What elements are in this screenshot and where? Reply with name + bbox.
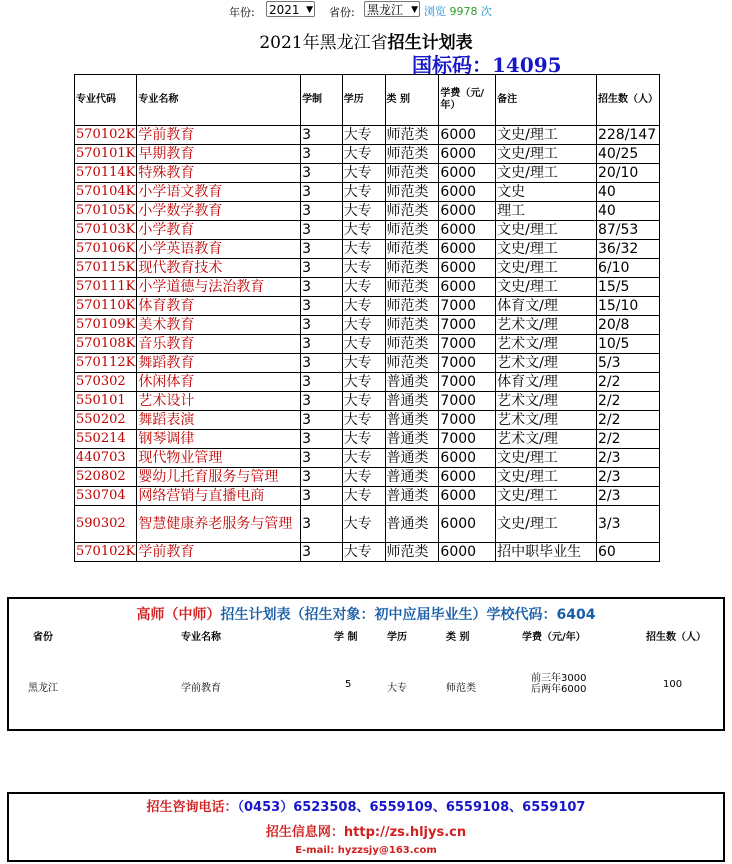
cell-fee: 6000 — [439, 468, 496, 487]
cell-years: 3 — [301, 543, 343, 562]
cell-count: 20/10 — [596, 164, 659, 183]
cell-fee: 6000 — [439, 543, 496, 562]
cell-years: 3 — [301, 392, 343, 411]
table-row — [75, 487, 660, 506]
cell-category: 普通类 — [385, 449, 439, 468]
column-header: 学费（元/年） — [439, 75, 496, 126]
middle-years: 5 — [345, 679, 352, 690]
cell-level: 大专 — [342, 221, 385, 240]
cell-count: 2/2 — [596, 430, 659, 449]
middle-header-province: 省份 — [33, 632, 53, 643]
cell-years: 3 — [301, 354, 343, 373]
cell-category: 师范类 — [385, 354, 439, 373]
middle-fee-line1: 前三年3000 — [531, 673, 587, 684]
middle-header-fee: 学费（元/年） — [522, 632, 586, 643]
cell-major: 婴幼儿托育服务与管理 — [137, 468, 301, 487]
views-count: 9978 — [449, 5, 478, 18]
table-row — [75, 354, 660, 373]
cell-count: 2/3 — [596, 487, 659, 506]
cell-level: 大专 — [342, 259, 385, 278]
cell-fee: 6000 — [439, 278, 496, 297]
middle-fee-line2: 后两年6000 — [531, 684, 587, 695]
cell-major: 学前教育 — [137, 126, 301, 145]
cell-years: 3 — [301, 259, 343, 278]
table-row — [75, 202, 660, 221]
cell-code: 530704 — [75, 487, 137, 506]
cell-fee: 7000 — [439, 430, 496, 449]
cell-category: 普通类 — [385, 468, 439, 487]
cell-note: 文史/理工 — [496, 278, 597, 297]
cell-count: 10/5 — [596, 335, 659, 354]
table-row — [75, 183, 660, 202]
table-row — [75, 373, 660, 392]
cell-category: 师范类 — [385, 126, 439, 145]
cell-major: 智慧健康养老服务与管理 — [137, 506, 301, 543]
cell-note: 理工 — [496, 202, 597, 221]
cell-major: 音乐教育 — [137, 335, 301, 354]
cell-code: 570101K — [75, 145, 137, 164]
cell-major: 艺术设计 — [137, 392, 301, 411]
cell-years: 3 — [301, 183, 343, 202]
cell-code: 520802 — [75, 468, 137, 487]
cell-fee: 7000 — [439, 392, 496, 411]
cell-note: 文史/理工 — [496, 164, 597, 183]
cell-count: 6/10 — [596, 259, 659, 278]
cell-years: 3 — [301, 449, 343, 468]
cell-category: 普通类 — [385, 392, 439, 411]
cell-code: 570115K — [75, 259, 137, 278]
cell-major: 舞蹈表演 — [137, 411, 301, 430]
cell-note: 体育文/理 — [496, 373, 597, 392]
cell-major: 小学英语教育 — [137, 240, 301, 259]
cell-category: 普通类 — [385, 487, 439, 506]
table-row — [75, 506, 660, 543]
column-header: 备注 — [496, 75, 597, 126]
cell-category: 师范类 — [385, 259, 439, 278]
website-label: 招生信息网： — [265, 825, 344, 840]
cell-note: 艺术文/理 — [496, 335, 597, 354]
cell-level: 大专 — [342, 411, 385, 430]
views-label: 浏览 — [424, 5, 446, 18]
cell-count: 2/3 — [596, 449, 659, 468]
cell-code: 570105K — [75, 202, 137, 221]
filter-bar — [0, 0, 732, 20]
column-header: 专业名称 — [137, 75, 301, 126]
phone-label: 招生咨询电话： — [146, 800, 238, 815]
cell-count: 60 — [596, 543, 659, 562]
cell-level: 大专 — [342, 278, 385, 297]
cell-note: 艺术文/理 — [496, 430, 597, 449]
cell-category: 普通类 — [385, 373, 439, 392]
cell-years: 3 — [301, 202, 343, 221]
cell-fee: 6000 — [439, 506, 496, 543]
column-header: 学制 — [301, 75, 343, 126]
chevron-down-icon: ▼ — [306, 5, 313, 15]
table-row — [75, 316, 660, 335]
cell-note: 体育文/理 — [496, 297, 597, 316]
cell-category: 普通类 — [385, 430, 439, 449]
cell-years: 3 — [301, 164, 343, 183]
cell-years: 3 — [301, 430, 343, 449]
cell-years: 3 — [301, 126, 343, 145]
email-link[interactable]: hyzzsjy@163.com — [337, 845, 437, 856]
middle-plan-title-blue: 招生计划表（招生对象：初中应届毕业生）学校代码：6404 — [220, 607, 596, 623]
cell-level: 大专 — [342, 202, 385, 221]
middle-plan-title-red: 高师（中师） — [136, 607, 221, 623]
contact-website — [9, 821, 723, 840]
table-row — [75, 411, 660, 430]
cell-category: 师范类 — [385, 543, 439, 562]
cell-fee: 6000 — [439, 183, 496, 202]
middle-plan-title — [9, 604, 723, 624]
cell-count: 2/3 — [596, 468, 659, 487]
cell-level: 大专 — [342, 430, 385, 449]
view-counter — [424, 3, 492, 19]
cell-fee: 6000 — [439, 145, 496, 164]
year-select-value: 2021 — [269, 3, 300, 17]
table-row — [75, 145, 660, 164]
phone-value: （0453）6523508、6559109、6559108、6559107 — [237, 800, 586, 815]
cell-note: 文史/理工 — [496, 126, 597, 145]
cell-level: 大专 — [342, 354, 385, 373]
cell-count: 87/53 — [596, 221, 659, 240]
cell-years: 3 — [301, 335, 343, 354]
cell-category: 师范类 — [385, 183, 439, 202]
cell-fee: 6000 — [439, 449, 496, 468]
middle-header-level: 学历 — [387, 632, 407, 643]
chevron-down-icon: ▼ — [411, 5, 418, 15]
cell-code: 570109K — [75, 316, 137, 335]
middle-major: 学前教育 — [181, 683, 221, 694]
cell-code: 570106K — [75, 240, 137, 259]
cell-count: 40/25 — [596, 145, 659, 164]
cell-years: 3 — [301, 278, 343, 297]
year-select[interactable] — [266, 1, 315, 17]
cell-fee: 6000 — [439, 164, 496, 183]
column-header: 专业代码 — [75, 75, 137, 126]
cell-level: 大专 — [342, 316, 385, 335]
middle-school-plan-box — [7, 597, 725, 731]
cell-code: 570108K — [75, 335, 137, 354]
province-label: 省份: — [329, 6, 355, 19]
middle-fee — [531, 673, 586, 695]
cell-level: 大专 — [342, 487, 385, 506]
cell-fee: 7000 — [439, 316, 496, 335]
cell-category: 师范类 — [385, 164, 439, 183]
cell-note: 文史/理工 — [496, 240, 597, 259]
cell-category: 师范类 — [385, 278, 439, 297]
cell-fee: 6000 — [439, 487, 496, 506]
cell-years: 3 — [301, 221, 343, 240]
cell-count: 5/3 — [596, 354, 659, 373]
cell-code: 570112K — [75, 354, 137, 373]
cell-level: 大专 — [342, 145, 385, 164]
cell-count: 2/2 — [596, 392, 659, 411]
cell-fee: 6000 — [439, 202, 496, 221]
table-row — [75, 240, 660, 259]
cell-years: 3 — [301, 487, 343, 506]
cell-major: 舞蹈教育 — [137, 354, 301, 373]
table-row — [75, 543, 660, 562]
cell-major: 现代物业管理 — [137, 449, 301, 468]
cell-major: 特殊教育 — [137, 164, 301, 183]
column-header: 招生数（人） — [596, 75, 659, 126]
cell-level: 大专 — [342, 506, 385, 543]
cell-note: 艺术文/理 — [496, 354, 597, 373]
cell-code: 550101 — [75, 392, 137, 411]
middle-level: 大专 — [387, 683, 407, 694]
cell-major: 体育教育 — [137, 297, 301, 316]
cell-category: 师范类 — [385, 335, 439, 354]
cell-code: 570102K — [75, 126, 137, 145]
cell-note: 艺术文/理 — [496, 411, 597, 430]
cell-category: 师范类 — [385, 145, 439, 164]
cell-level: 大专 — [342, 240, 385, 259]
cell-years: 3 — [301, 145, 343, 164]
cell-category: 师范类 — [385, 316, 439, 335]
cell-level: 大专 — [342, 373, 385, 392]
cell-fee: 7000 — [439, 335, 496, 354]
table-row — [75, 392, 660, 411]
cell-code: 570102K — [75, 543, 137, 562]
cell-code: 570110K — [75, 297, 137, 316]
cell-level: 大专 — [342, 449, 385, 468]
table-row — [75, 430, 660, 449]
table-header-row — [75, 75, 660, 126]
table-row — [75, 449, 660, 468]
column-header: 类 别 — [385, 75, 439, 126]
cell-note: 文史/理工 — [496, 221, 597, 240]
cell-years: 3 — [301, 468, 343, 487]
table-row — [75, 278, 660, 297]
enrollment-plan-table — [74, 74, 660, 562]
cell-level: 大专 — [342, 543, 385, 562]
cell-fee: 6000 — [439, 259, 496, 278]
views-unit: 次 — [481, 5, 492, 18]
cell-level: 大专 — [342, 183, 385, 202]
cell-count: 15/5 — [596, 278, 659, 297]
cell-note: 艺术文/理 — [496, 316, 597, 335]
table-row — [75, 297, 660, 316]
cell-years: 3 — [301, 506, 343, 543]
cell-count: 2/2 — [596, 373, 659, 392]
cell-fee: 6000 — [439, 240, 496, 259]
table-row — [75, 221, 660, 240]
column-header: 学历 — [342, 75, 385, 126]
middle-header-years: 学 制 — [334, 632, 358, 643]
cell-code: 550214 — [75, 430, 137, 449]
cell-major: 小学道德与法治教育 — [137, 278, 301, 297]
cell-count: 228/147 — [596, 126, 659, 145]
cell-level: 大专 — [342, 392, 385, 411]
cell-count: 40 — [596, 202, 659, 221]
province-select[interactable] — [364, 1, 420, 17]
cell-fee: 6000 — [439, 221, 496, 240]
contact-box — [7, 792, 725, 862]
cell-count: 3/3 — [596, 506, 659, 543]
cell-major: 休闲体育 — [137, 373, 301, 392]
cell-code: 440703 — [75, 449, 137, 468]
cell-years: 3 — [301, 316, 343, 335]
table-row — [75, 259, 660, 278]
cell-major: 现代教育技术 — [137, 259, 301, 278]
cell-note: 艺术文/理 — [496, 392, 597, 411]
cell-category: 师范类 — [385, 240, 439, 259]
contact-phone — [9, 796, 723, 815]
province-select-value: 黑龙江 — [367, 3, 404, 17]
cell-major: 钢琴调律 — [137, 430, 301, 449]
cell-level: 大专 — [342, 126, 385, 145]
cell-count: 20/8 — [596, 316, 659, 335]
cell-note: 文史/理工 — [496, 468, 597, 487]
cell-code: 570104K — [75, 183, 137, 202]
cell-major: 美术教育 — [137, 316, 301, 335]
cell-fee: 7000 — [439, 411, 496, 430]
cell-note: 文史/理工 — [496, 145, 597, 164]
middle-category: 师范类 — [446, 683, 476, 694]
cell-note: 文史/理工 — [496, 487, 597, 506]
cell-major: 小学数学教育 — [137, 202, 301, 221]
cell-code: 590302 — [75, 506, 137, 543]
cell-years: 3 — [301, 411, 343, 430]
cell-note: 文史/理工 — [496, 259, 597, 278]
cell-major: 网络营销与直播电商 — [137, 487, 301, 506]
cell-category: 普通类 — [385, 411, 439, 430]
cell-category: 普通类 — [385, 506, 439, 543]
cell-years: 3 — [301, 373, 343, 392]
cell-major: 早期教育 — [137, 145, 301, 164]
cell-code: 570114K — [75, 164, 137, 183]
table-row — [75, 335, 660, 354]
middle-header-major: 专业名称 — [181, 632, 221, 643]
cell-code: 570103K — [75, 221, 137, 240]
cell-years: 3 — [301, 297, 343, 316]
cell-note: 招中职毕业生 — [496, 543, 597, 562]
table-row — [75, 468, 660, 487]
page-title — [0, 28, 732, 53]
cell-note: 文史/理工 — [496, 449, 597, 468]
contact-email — [9, 845, 723, 856]
cell-fee: 6000 — [439, 126, 496, 145]
cell-count: 2/2 — [596, 411, 659, 430]
email-label: E-mail: — [295, 845, 335, 856]
cell-level: 大专 — [342, 335, 385, 354]
cell-category: 师范类 — [385, 297, 439, 316]
cell-count: 36/32 — [596, 240, 659, 259]
middle-header-category: 类 别 — [446, 632, 470, 643]
page-title-main: 招生计划表 — [387, 33, 473, 53]
table-row — [75, 164, 660, 183]
cell-note: 文史 — [496, 183, 597, 202]
cell-category: 师范类 — [385, 221, 439, 240]
cell-major: 小学教育 — [137, 221, 301, 240]
website-link[interactable]: http://zs.hljys.cn — [343, 825, 467, 840]
cell-code: 570111K — [75, 278, 137, 297]
cell-count: 15/10 — [596, 297, 659, 316]
cell-fee: 7000 — [439, 373, 496, 392]
year-label: 年份: — [229, 6, 255, 19]
isbn-code: 国标码：14095 — [412, 53, 562, 77]
cell-fee: 7000 — [439, 297, 496, 316]
table-row — [75, 126, 660, 145]
page-title-prefix: 2021年黑龙江省 — [259, 33, 388, 53]
middle-count: 100 — [663, 679, 683, 690]
middle-header-count: 招生数（人） — [646, 632, 706, 643]
cell-level: 大专 — [342, 164, 385, 183]
cell-major: 小学语文教育 — [137, 183, 301, 202]
middle-province: 黑龙江 — [28, 683, 58, 694]
cell-code: 550202 — [75, 411, 137, 430]
cell-fee: 7000 — [439, 354, 496, 373]
cell-years: 3 — [301, 240, 343, 259]
cell-count: 40 — [596, 183, 659, 202]
cell-note: 文史/理工 — [496, 506, 597, 543]
cell-level: 大专 — [342, 297, 385, 316]
cell-category: 师范类 — [385, 202, 439, 221]
cell-level: 大专 — [342, 468, 385, 487]
cell-code: 570302 — [75, 373, 137, 392]
cell-major: 学前教育 — [137, 543, 301, 562]
